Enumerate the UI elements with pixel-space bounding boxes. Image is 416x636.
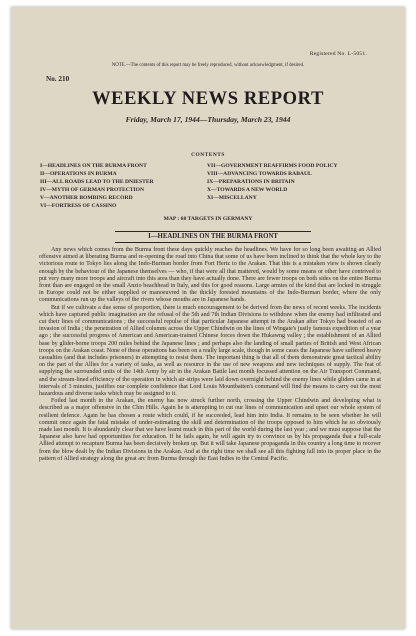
contents-item: XI—MISCELLANY [207,194,257,201]
contents-item: II—OPERATIONS IN BURMA [40,170,117,177]
issue-number: No. 210 [46,75,70,83]
contents-list-left [40,163,154,210]
contents-item: I—HEADLINES ON THE BURMA FRONT [40,163,147,169]
registration-number: Registered No. L-5051. [309,51,367,57]
contents-item: IX—PREPARATIONS IN BRITAIN [207,178,295,185]
contents-item: VIII—ADVANCING TOWARDS RABAUL [207,170,312,177]
report-page [11,7,405,629]
date-range: Friday, March 17, 1944—Thursday, March 23, 1944 [125,115,291,124]
reproduction-note: NOTE.—The contents of this report may be freely reproduced, without acknowledgment, if desired. [111,63,305,68]
contents-item: VI—FORTRESS OF CASSINO [40,202,117,209]
article-paragraph: Any news which comes from the Burma front these days quickly reaches the headlines. We have for so long been awaiting an Allied offensive aimed at liberating Burma and re-opening the road into China that some of us have been inclined to think that the whole key to the victorious route to Tokyo lies along the Indo-Burman border from Fort Hertz to the Arakan. That this is a mistaken view is shown clearly enough by the behaviour of the Japanese themselves — who, if that were all that mattered, would by some means or other have contrived to put very many more troops and aircraft into this area than they have actually done. There are fewer troops on both sides on the entire Burma front than are engaged on the small Anzio beachhead in Italy, and this for good reasons. Large armies of the kind that are locked in struggle in Europe could not be either supplied or manoeuvred in the thickly forested mountains of the Indo-Burman border, where the only communications run up the valleys of the rivers whose mouths are in Japanese hands. [39,247,381,304]
contents-item: III—ALL ROADS LEAD TO THE DNIESTER [40,178,154,185]
map-caption: MAP : 68 TARGETS IN GERMANY [163,216,253,222]
page-title: WEEKLY NEWS REPORT [92,89,324,109]
section-heading: I—HEADLINES ON THE BURMA FRONT [115,231,311,243]
contents-heading: CONTENTS [191,152,225,158]
contents-item: V—ANOTHER BOMBING RECORD [40,194,133,201]
contents-item: X—TOWARDS A NEW WORLD [207,186,288,193]
contents-item: IV—MYTH OF GERMAN PROTECTION [40,186,145,193]
contents-list-right [207,163,338,203]
contents-item: VII—GOVERNMENT REAFFIRMS FOOD POLICY [207,163,338,169]
article-body [39,247,381,463]
article-paragraph: But if we cultivate a due sense of proportion, there is much encouragement to be derived from the news of recent weeks. The incidents which have captured public imagination are the refusal of the 5th and 7th Indian Divisions to withdraw when the enemy had infiltrated and cut their lines of communications ; the successful repulse of that particular Japanese attempt in the Arakan after Tokyo had boasted of an invasion of India ; the penetration of Allied columns across the Upper Chindwin on the lines of Wingate's justly famous expedition of a year ago ; the successful progress of American and American-trained Chinese forces down the Hukawng valley ; the establishment of an Allied base by glider-borne troops 200 miles behind the Japanese lines ; and perhaps also the landing of small parties of British and West African troops on the Arakan coast. None of these operations has been on a really large scale, though in some cases the Japanese have suffered heavy casualties (and that includes prisoners) in attempting to resist them. The important thing is that all of them demonstrate great tactical ability on the part of the Allies for a variety of tasks, as well as resource in the use of new weapons and new techniques of supply. The feat of supplying the surrounded units of the 14th Army by air in the Arakan Battle last month focussed attention on the Air Transport Command, and the stream-lined efficiency of the operation in which air-strips were laid down overnight behind the enemy lines while gliders came in at intervals of 3 minutes, justifies our complete confidence that Lord Louis Mountbatten's command will find the means to carry out the most hazardous and diverse tasks which may be assigned to it. [39,304,381,398]
article-paragraph: Foiled last month in the Arakan, the enemy has now struck further north, crossing the Upper Chindwin and developing what is described as a major offensive in the Chin Hills. Again he is attempting to cut our lines of communication and upset our whole system of resilient defence. Again he has chosen a route which could, if he succeeded, lead him into India. It remains to be seen whether he will commit once again the fatal mistake of under-estimating the skill and determination of the troops opposed to him which he so obviously made last month. It is abundantly clear that we have learnt much in this part of the world during the last year ; and we must suppose that the Japanese also have had opportunities for education. If he fails again, he will again try to convince us by his propaganda that a full-scale Allied attempt to recapture Burma has been decisively broken up. But it will take Japanese propaganda in this country a long time to recover from the blow dealt by the Indian Divisions in the Arakan. And at the right time we shall see all this fighting fall into its proper place in the pattern of Allied strategy along the great arc from Burma through the East Indies to the Central Pacific. [39,398,381,462]
